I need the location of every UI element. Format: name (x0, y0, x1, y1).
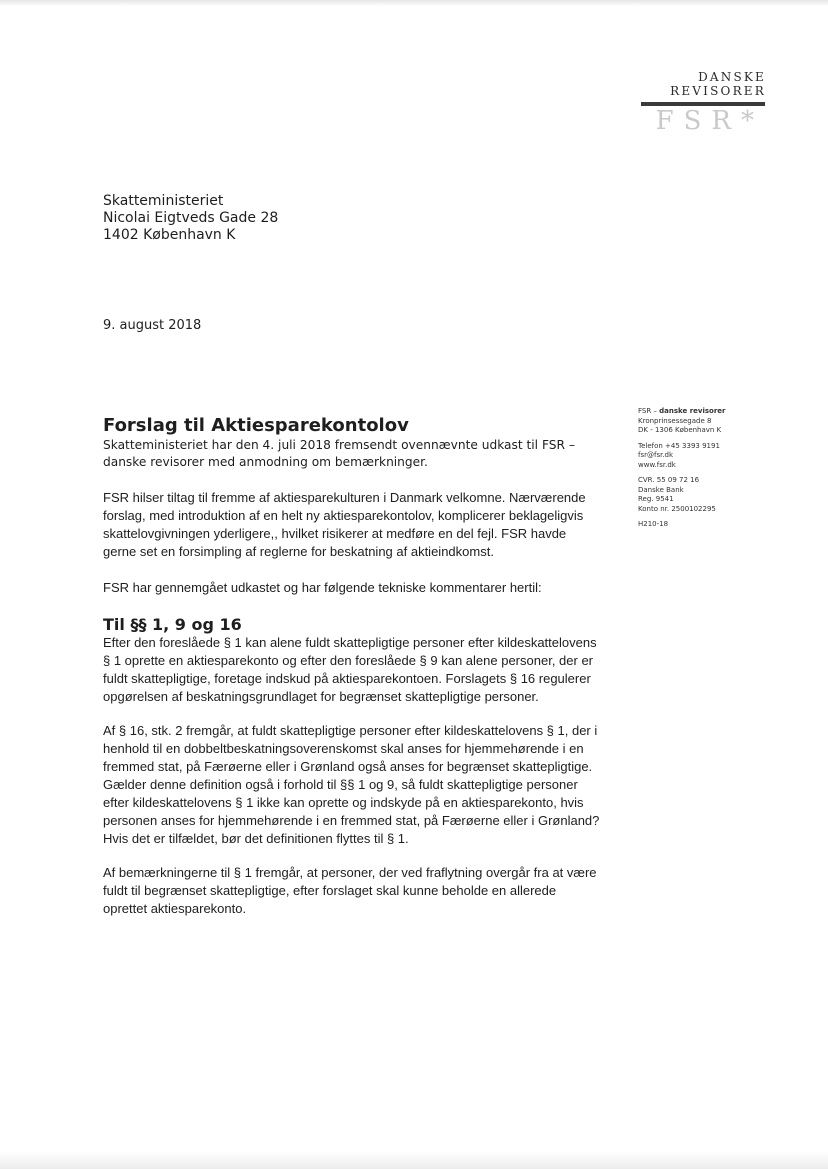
sender-phone: Telefon +45 3393 9191 (638, 441, 720, 450)
fsr-logo (630, 70, 770, 140)
paragraph-5: Af bemærkningerne til § 1 fremgår, at personer, der ved fraflytning overgår fra at være fuldt til begrænset skattepligtige, efter forslaget skal kunne beholde en allerede oprettet aktiesparekonto. (103, 865, 597, 916)
sender-street: Kronprinsessegade 8 (638, 416, 712, 425)
sender-reg: Reg. 9541 (638, 495, 674, 503)
letter-body (103, 415, 603, 918)
recipient-name: Skatteministeriet (103, 193, 224, 209)
recipient-street: Nicolai Eigtveds Gade 28 (103, 210, 279, 226)
recipient-city: 1402 København K (103, 227, 236, 243)
paragraph-1: FSR hilser tiltag til fremme af aktiesparekulturen i Danmark velkomne. Nærværende forslag, med introduktion af en helt ny aktiesparekontolov, komplicerer beklageligvis skattelovgivningen yderligere,, hvilket risikerer at medføre en del fejl. FSR havde gerne set en forsimpling af reglerne for beskatning af aktieindkomst. (103, 490, 586, 559)
section-heading: Til §§ 1, 9 og 16 (103, 615, 242, 634)
sender-city: DK - 1306 København K (638, 426, 722, 434)
sender-cvr: CVR. 55 09 72 16 (638, 476, 700, 484)
letter-date: 9. august 2018 (103, 318, 202, 333)
logo-text-revisorer: REVISORER (670, 84, 766, 98)
page-top-edge (0, 0, 828, 6)
letter-title: Forslag til Aktiesparekontolov (103, 415, 409, 436)
paragraph-3: Efter den foreslåede § 1 kan alene fuldt skattepligtige personer efter kildeskattelovens § 1 oprette en aktiesparekonto og efter den foreslåede § 9 kan alene personer, der er fuldt skattepligtige, foretage indskud på aktiesparekontoen. Forslagets § 16 regulerer opgørelsen af beskatningsgrundlaget for begrænset skattepligtige personer. (103, 635, 597, 704)
intro-paragraph: Skatteministeriet har den 4. juli 2018 fremsendt ovennævnte udkast til FSR – danske revisorer med anmodning om bemærkninger. (103, 438, 575, 469)
paragraph-4: Af § 16, stk. 2 fremgår, at fuldt skattepligtige personer efter kildeskattelovens § 1, der i henhold til en dobbeltbeskatningsoverenskomst skal anses for hjemmehørende i en fremmed stat, på Færøerne eller i Grønland også anses for begrænset skattepligtige. Gælder denne definition også i forhold til §§ 1 og 9, så fuldt skattepligtige personer efter kildeskattelovens § 1 ikke kan oprette og indskyde på en aktiesparekonto, hvis personen anses for hjemmehørende i en fremmed stat, på Færøerne eller i Grønland? Hvis det er tilfældet, bør det definitionen flyttes til § 1. (103, 723, 600, 846)
sender-org: FSR – danske revisorer (638, 407, 726, 415)
sender-bank: Danske Bank (638, 485, 684, 494)
sender-web: www.fsr.dk (638, 460, 676, 469)
sender-reference: H210-18 (638, 520, 669, 528)
logo-text-danske: DANSKE (698, 70, 766, 84)
page-bottom-edge (0, 1151, 828, 1169)
logo-mark: FSR* (655, 106, 764, 136)
paragraph-2: FSR har gennemgået udkastet og har følgende tekniske kommentarer hertil: (103, 580, 542, 595)
sender-contact-info (638, 407, 726, 536)
sender-account: Konto nr. 2500102295 (638, 504, 716, 513)
recipient-address (103, 193, 278, 244)
sender-email: fsr@fsr.dk (638, 451, 674, 459)
